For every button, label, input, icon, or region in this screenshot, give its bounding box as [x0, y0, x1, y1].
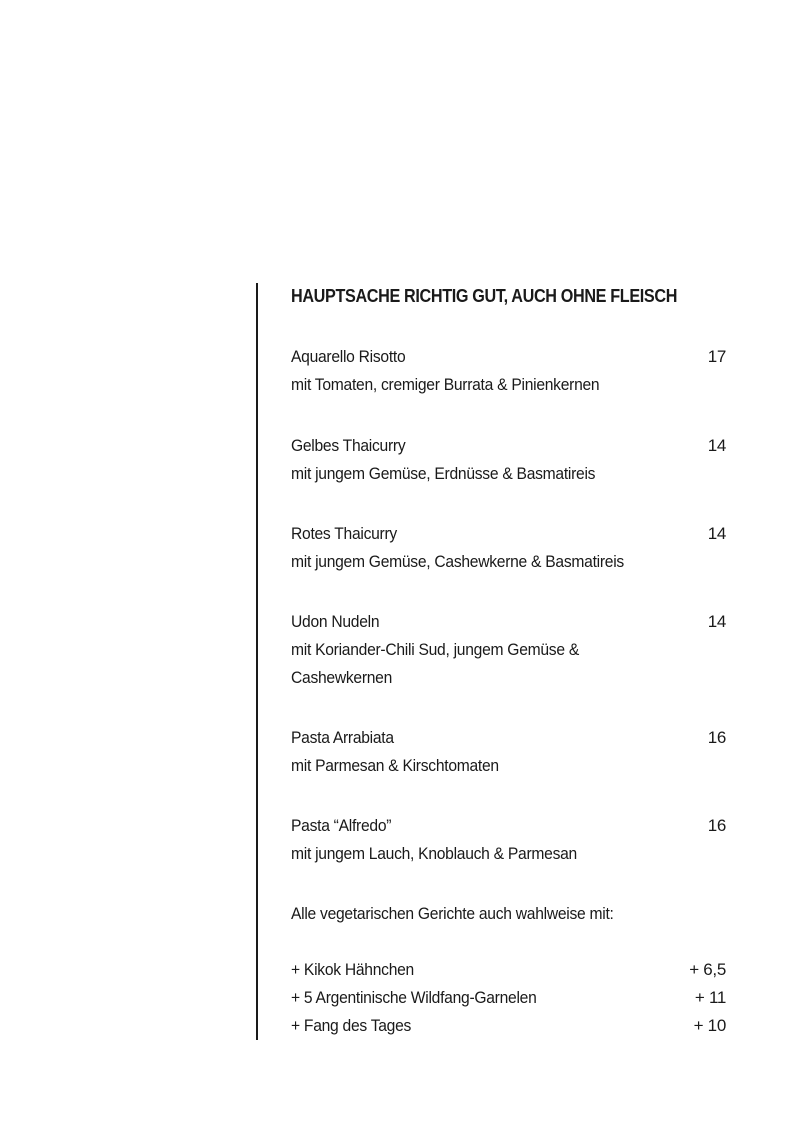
menu-item: [291, 343, 726, 399]
dish-name: Rotes Thaicurry: [291, 524, 397, 543]
addon-price: + 11: [694, 988, 726, 1007]
dish-price: 14: [707, 436, 726, 455]
dish-name: Pasta Arrabiata: [291, 728, 394, 747]
dish-description: mit Parmesan & Kirschtomaten: [291, 756, 499, 775]
menu-item: [291, 724, 726, 780]
menu-item: [291, 432, 726, 488]
menu-item: [291, 608, 726, 692]
dish-name: Udon Nudeln: [291, 612, 380, 631]
addon-price: + 6,5: [689, 960, 726, 979]
dish-price: 14: [707, 612, 726, 631]
menu-section: [291, 282, 726, 1035]
dish-price: 16: [707, 728, 726, 747]
menu-item: [291, 520, 726, 576]
dish-description: mit jungem Gemüse, Cashewkerne & Basmatireis: [291, 552, 624, 571]
addon-item: [291, 984, 726, 1012]
dish-description: mit Koriander-Chili Sud, jungem Gemüse &: [291, 640, 579, 659]
vertical-divider: [256, 283, 258, 1040]
addon-label: + Kikok Hähnchen: [291, 960, 414, 979]
dish-price: 16: [707, 816, 726, 835]
dish-price: 17: [707, 347, 726, 366]
dish-description: Cashewkernen: [291, 668, 393, 687]
dish-description: mit jungem Lauch, Knoblauch & Parmesan: [291, 844, 577, 863]
addon-item: [291, 956, 726, 984]
dish-name: Aquarello Risotto: [291, 347, 406, 366]
addon-label: + 5 Argentinische Wildfang-Garnelen: [291, 988, 537, 1007]
addon-price: + 10: [693, 1016, 726, 1035]
addon-item: [291, 1012, 726, 1040]
dish-description: mit Tomaten, cremiger Burrata & Pinienkernen: [291, 375, 600, 394]
dish-name: Pasta “Alfredo”: [291, 816, 392, 835]
dish-name: Gelbes Thaicurry: [291, 436, 406, 455]
menu-item: [291, 812, 726, 868]
dish-description: mit jungem Gemüse, Erdnüsse & Basmatireis: [291, 464, 596, 483]
addon-label: + Fang des Tages: [291, 1016, 412, 1035]
addon-note: Alle vegetarischen Gerichte auch wahlweise mit:: [291, 904, 614, 923]
section-title: HAUPTSACHE RICHTIG GUT, AUCH OHNE FLEISCH: [291, 286, 678, 306]
dish-price: 14: [707, 524, 726, 543]
